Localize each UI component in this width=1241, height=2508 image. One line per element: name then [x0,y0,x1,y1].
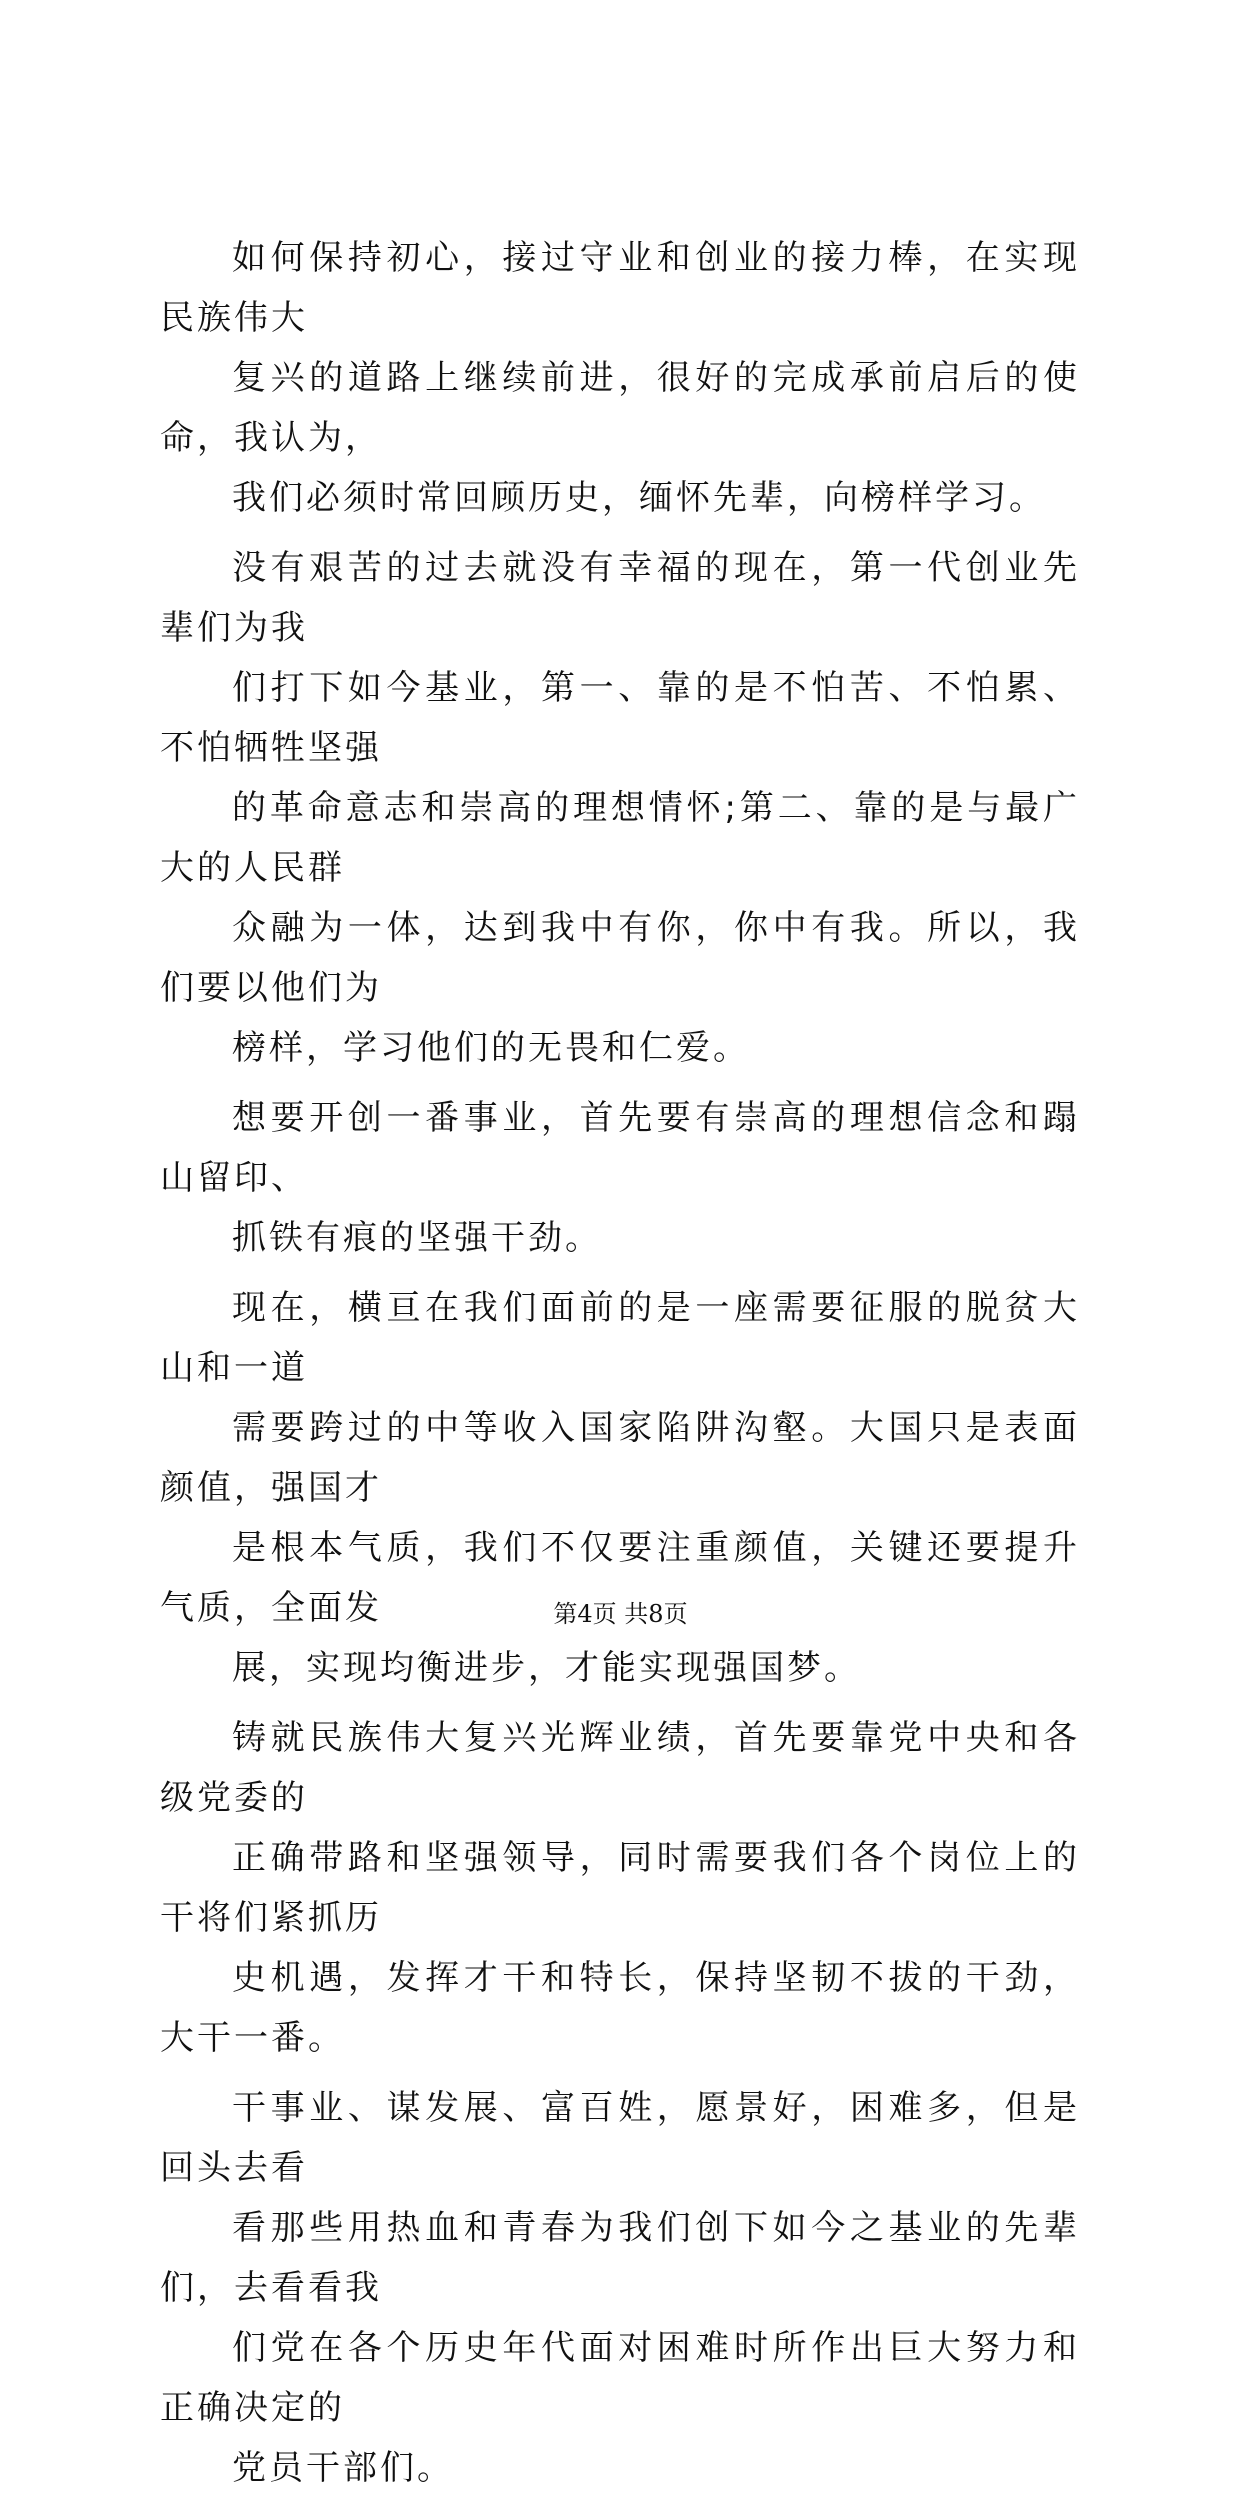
paragraph-line: 抓铁有痕的坚强干劲。 [232,1218,602,1258]
paragraph-line: 正确带路和坚强领导，同时需要我们各个岗位上的干将们紧抓历 [160,1838,1080,1938]
paragraph-4 [160,1278,1080,1698]
paragraph-line: 的革命意志和崇高的理想情怀;第二、靠的是与最广大的人民群 [160,788,1080,888]
paragraph-2 [160,538,1080,1078]
paragraph-line: 展，实现均衡进步，才能实现强国梦。 [232,1648,861,1688]
paragraph-line: 铸就民族伟大复兴光辉业绩，首先要靠党中央和各级党委的 [160,1718,1080,1818]
paragraph-line: 复兴的道路上继续前进，很好的完成承前启后的使命，我认为， [160,358,1080,458]
paragraph-line: 们党在各个历史年代面对困难时所作出巨大努力和正确决定的 [160,2328,1080,2428]
paragraph-line: 没有艰苦的过去就没有幸福的现在，第一代创业先辈们为我 [160,548,1080,648]
paragraph-line: 榜样，学习他们的无畏和仁爱。 [232,1028,750,1068]
paragraph-line: 党员干部们。 [232,2448,454,2488]
paragraph-line: 众融为一体，达到我中有你，你中有我。所以，我们要以他们为 [160,908,1080,1008]
paragraph-line: 需要跨过的中等收入国家陷阱沟壑。大国只是表面颜值，强国才 [160,1408,1080,1508]
paragraph-line: 我们必须时常回顾历史，缅怀先辈，向榜样学习。 [232,478,1046,518]
paragraph-line: 想要开创一番事业，首先要有崇高的理想信念和蹋山留印、 [160,1098,1080,1198]
paragraph-line: 如何保持初心，接过守业和创业的接力棒，在实现民族伟大 [160,238,1080,338]
page-number-footer: 第4页 共8页 [553,1600,688,1628]
paragraph-6 [160,2078,1080,2498]
document-body [160,228,1080,2508]
paragraph-line: 史机遇，发挥才干和特长，保持坚韧不拔的干劲，大干一番。 [160,1958,1080,2058]
paragraph-3 [160,1088,1080,1268]
paragraph-line: 现在，横亘在我们面前的是一座需要征服的脱贫大山和一道 [160,1288,1080,1388]
paragraph-5 [160,1708,1080,2068]
paragraph-line: 看那些用热血和青春为我们创下如今之基业的先辈们，去看看我 [160,2208,1080,2308]
paragraph-1 [160,228,1080,528]
paragraph-line: 们打下如今基业，第一、靠的是不怕苦、不怕累、不怕牺牲坚强 [160,668,1080,768]
paragraph-line: 干事业、谋发展、富百姓，愿景好，困难多，但是回头去看 [160,2088,1080,2188]
paragraph-line: 是根本气质，我们不仅要注重颜值，关键还要提升气质，全面发 [160,1528,1080,1628]
